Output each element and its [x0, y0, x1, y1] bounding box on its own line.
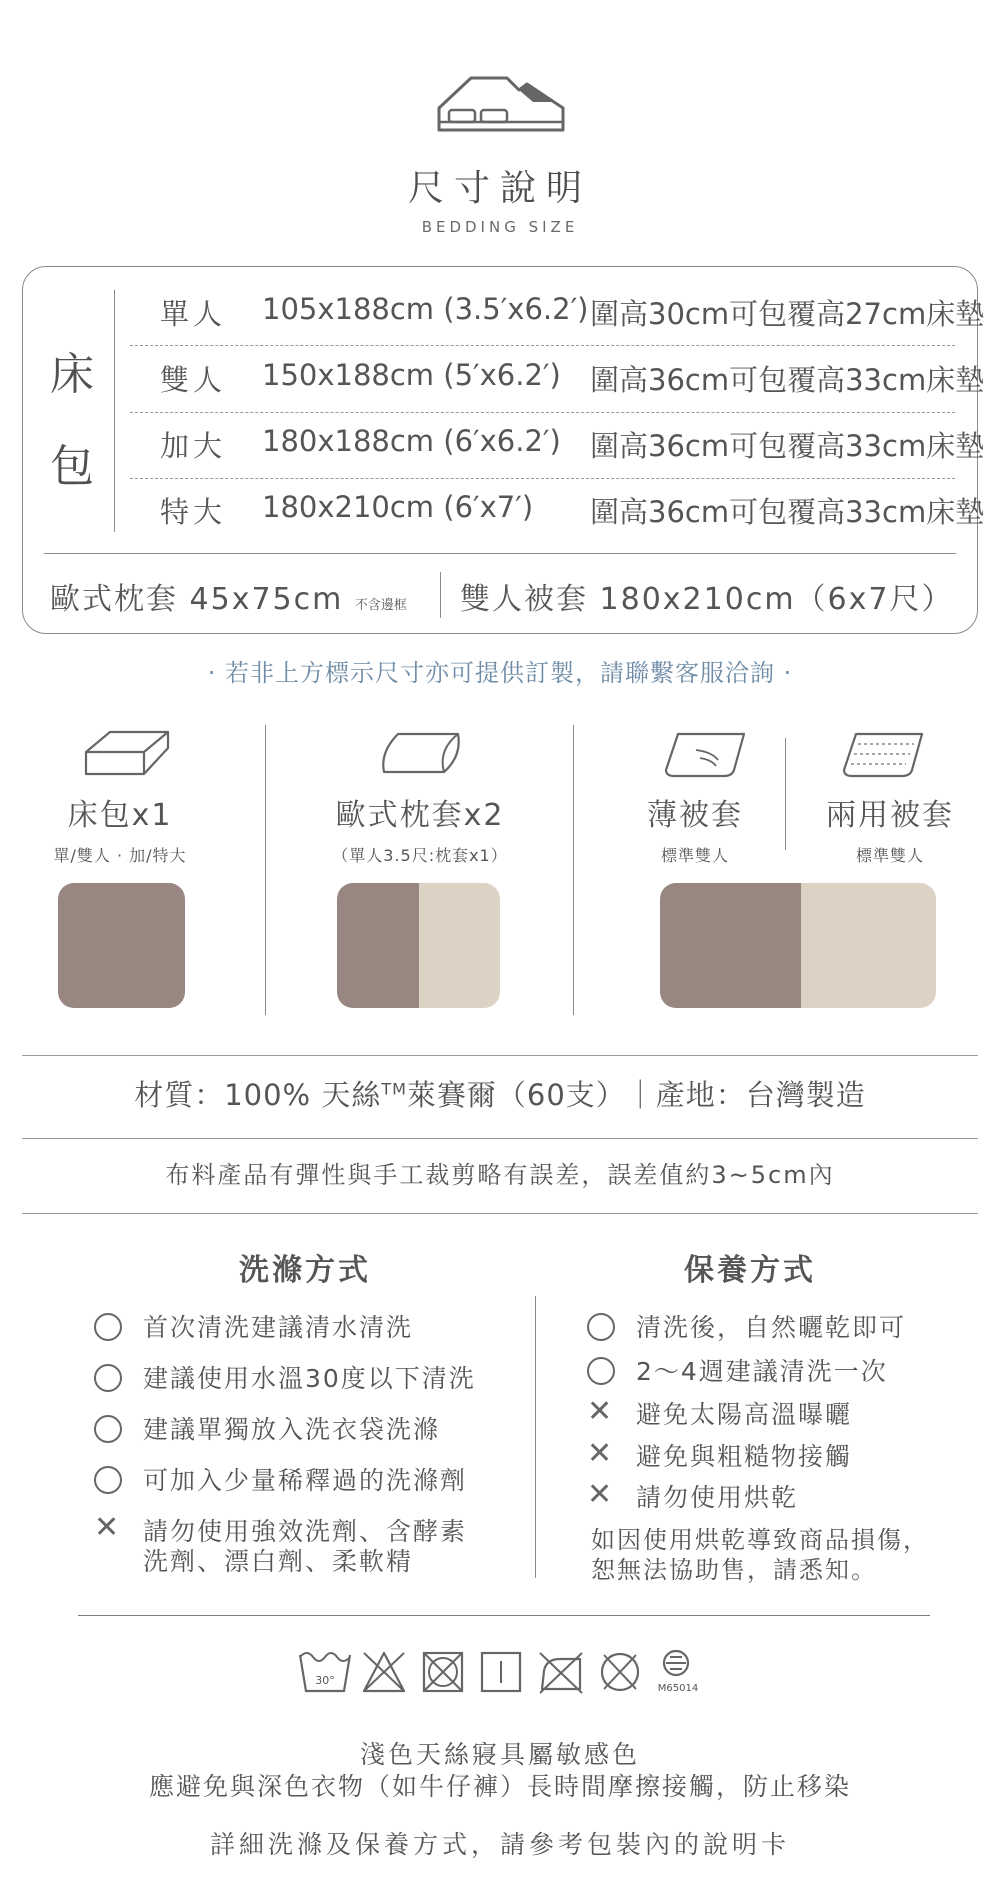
pillow-icon: [378, 728, 464, 778]
row-divider: [130, 478, 955, 479]
cross-icon: ✕: [587, 1477, 613, 1512]
certification-mark-icon: [658, 1651, 698, 1694]
divider: [78, 1615, 930, 1616]
circle-icon: [94, 1466, 122, 1494]
warning-line-1: 淺色天絲寢具屬敏感色: [359, 1740, 640, 1769]
wash-item: 建議單獨放入洗衣袋洗滌: [143, 1415, 441, 1444]
divider: [265, 725, 266, 1015]
no-tumble-dry-icon: [424, 1653, 462, 1691]
page-subtitle: BEDDING SIZE: [421, 218, 579, 236]
wash-item: 請勿使用強效洗劑、含酵素: [143, 1517, 468, 1546]
size-name: 特大: [160, 495, 227, 529]
page-title: 尺寸說明: [407, 168, 592, 209]
divider: [573, 725, 574, 1015]
pillowcase-dims: 45x75cm: [189, 582, 344, 617]
error-note: 布料產品有彈性與手工裁剪略有誤差，誤差值約3~5cm內: [165, 1161, 835, 1189]
divider: [114, 290, 115, 532]
product-sub: 標準雙人: [855, 846, 924, 865]
cross-icon: ✕: [587, 1436, 613, 1471]
size-dims: 180x188cm (6′x6.2′): [262, 424, 561, 458]
wash-item: 首次清洗建議清水清洗: [143, 1313, 414, 1342]
care-item: 避免太陽高溫曝曬: [636, 1400, 853, 1429]
swatch-cream: [801, 883, 936, 1008]
product-sub: （單人3.5尺:枕套x1）: [332, 846, 508, 865]
warning-line-2: 應避免與深色衣物（如牛仔褲）長時間摩擦接觸，防止移染: [148, 1772, 851, 1801]
cross-icon: ✕: [587, 1394, 613, 1429]
detail-note: 詳細洗滌及保養方式，請參考包裝內的說明卡: [209, 1830, 790, 1859]
care-note: 如因使用烘乾導致商品損傷，: [591, 1526, 929, 1554]
circle-icon: [94, 1313, 122, 1341]
swatch-mocha: [337, 883, 419, 1008]
product-name: 歐式枕套x2: [335, 798, 505, 833]
duvet-label: 雙人被套: [460, 582, 588, 617]
size-note: 圍高36cm可包覆高33cm床墊: [590, 363, 985, 397]
duvet-dims: 180x210cm（6x7尺）: [599, 582, 954, 617]
divider: [44, 553, 956, 554]
row-divider: [130, 412, 955, 413]
circle-icon: [587, 1357, 615, 1385]
color-swatch-pair: [337, 883, 500, 1008]
line-dry-icon: [482, 1653, 520, 1691]
size-dims: 150x188cm (5′x6.2′): [262, 358, 561, 392]
trademark: TM: [381, 1079, 407, 1099]
divider: [535, 1296, 536, 1578]
product-name: 薄被套: [647, 798, 743, 833]
wash-item: 建議使用水溫30度以下清洗: [143, 1364, 476, 1393]
wash-30-icon: [300, 1653, 350, 1691]
circle-icon: [587, 1313, 615, 1341]
color-swatch-mocha: [58, 883, 185, 1008]
no-dry-clean-icon: [602, 1654, 638, 1690]
no-iron-icon: [540, 1653, 582, 1693]
wash-title: 洗滌方式: [239, 1253, 371, 1288]
thin-duvet-icon: [662, 730, 748, 780]
custom-order-note: · 若非上方標示尺寸亦可提供訂製，請聯繫客服洽詢 ·: [207, 659, 793, 687]
product-name: 兩用被套: [826, 798, 954, 833]
product-sub: 單/雙人 · 加/特大: [53, 846, 187, 865]
care-item: 2～4週建議清洗一次: [636, 1357, 888, 1386]
care-title: 保養方式: [684, 1253, 816, 1288]
pillowcase-label: 歐式枕套: [50, 582, 178, 617]
size-note: 圍高36cm可包覆高33cm床墊: [590, 429, 985, 463]
circle-icon: [94, 1364, 122, 1392]
size-note: 圍高36cm可包覆高33cm床墊: [590, 495, 985, 529]
material-suffix: 萊賽爾（60支）｜產地：台灣製造: [406, 1078, 866, 1112]
care-symbols: [298, 1645, 718, 1705]
swatch-cream: [419, 883, 500, 1008]
pillowcase-note: 不含邊框: [354, 598, 407, 613]
divider: [22, 1213, 978, 1214]
row-divider: [130, 345, 955, 346]
material-prefix: 材質：100% 天絲: [134, 1078, 382, 1112]
divider: [22, 1055, 978, 1056]
size-name: 單人: [160, 297, 227, 331]
cross-icon: ✕: [94, 1510, 120, 1545]
product-sub: 標準雙人: [660, 846, 729, 865]
care-note: 恕無法協助售，請悉知。: [591, 1556, 877, 1584]
wash-item: 可加入少量稀釋過的洗滌劑: [143, 1466, 468, 1495]
certification-code: M65014: [657, 1683, 699, 1694]
divider: [22, 1138, 978, 1139]
size-name: 加大: [160, 429, 227, 463]
size-note: 圍高30cm可包覆高27cm床墊: [590, 297, 985, 331]
pillowcase-size: [50, 574, 407, 618]
size-name: 雙人: [160, 363, 227, 397]
vertical-label-1: 床: [50, 349, 94, 400]
product-name: 床包x1: [67, 798, 173, 833]
duvet-size: [460, 574, 953, 618]
divider: [440, 572, 441, 618]
size-dims: 105x188cm (3.5′x6.2′): [262, 292, 589, 326]
quilted-duvet-icon: [840, 730, 926, 780]
color-swatch-pair: [660, 883, 936, 1008]
fitted-sheet-icon: [82, 728, 172, 780]
divider: [785, 738, 786, 850]
no-bleach-icon: [364, 1653, 404, 1691]
wash-item-cont: 洗劑、漂白劑、柔軟精: [143, 1547, 414, 1576]
size-dims: 180x210cm (6′x7′): [262, 490, 534, 524]
care-item: 請勿使用烘乾: [636, 1483, 799, 1512]
swatch-mocha: [660, 883, 801, 1008]
bed-icon: [435, 72, 565, 137]
material-info: [0, 1073, 1000, 1114]
care-item: 清洗後，自然曬乾即可: [636, 1313, 907, 1342]
vertical-label-2: 包: [50, 441, 94, 492]
care-item: 避免與粗糙物接觸: [636, 1442, 853, 1471]
circle-icon: [94, 1415, 122, 1443]
wash-temp-label: 30°: [315, 1674, 335, 1687]
